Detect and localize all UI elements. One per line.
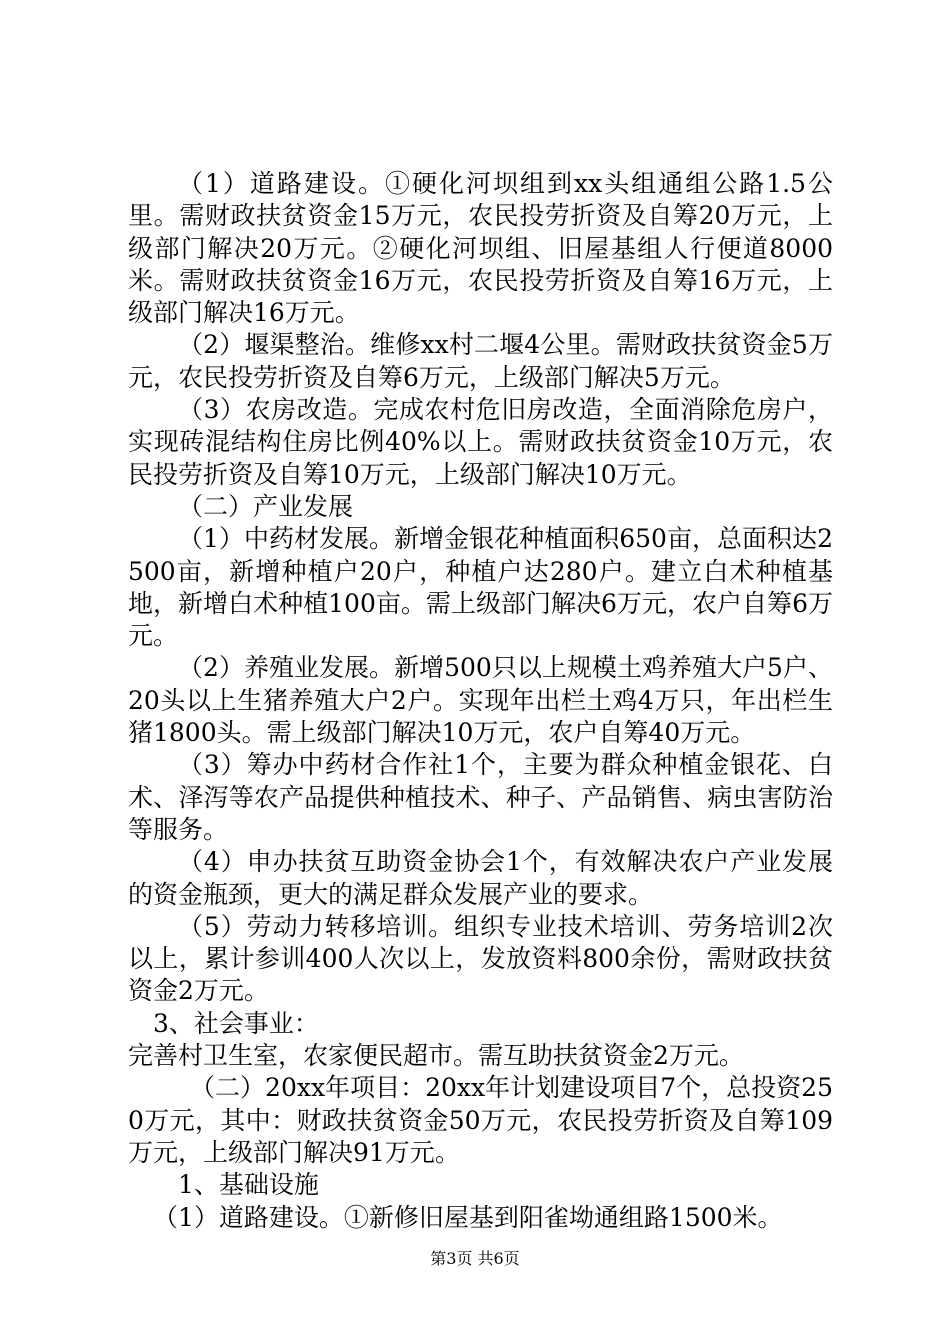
paragraph-housing-renovation: （3）农房改造。完成农村危旧房改造，全面消除危房户，实现砖混结构住房比例40%以上。需财政扶贫资金10万元，农民投劳折资及自筹10万元，上级部门解决10万元。 bbox=[128, 395, 833, 489]
paragraph-mutual-aid-fund: （4）申办扶贫互助资金协会1个，有效解决农户产业发展的资金瓶颈，更大的满足群众发展产业的要求。 bbox=[128, 847, 833, 909]
paragraph-herbal-medicine: （1）中药材发展。新增金银花种植面积650亩，总面积达2500亩，新增种植户20户，种植户达280户。建立白术种植基地，新增白术种植100亩。需上级部门解决6万元，农户自筹6万元。 bbox=[128, 524, 833, 651]
section-heading-infrastructure: 1、基础设施 bbox=[178, 1170, 319, 1200]
paragraph-clinic: 完善村卫生室，农家便民超市。需互助扶贫资金2万元。 bbox=[128, 1041, 744, 1071]
paragraph-annual-projects: （二）20xx年项目：20xx年计划建设项目7个，总投资250万元，其中：财政扶贫资金50万元，农民投劳折资及自筹109万元，上级部门解决91万元。 bbox=[128, 1073, 833, 1167]
paragraph-road-construction: （1）道路建设。①硬化河坝组到xx头组通组公路1.5公里。需财政扶贫资金15万元，农民投劳折资及自筹20万元，上级部门解决20万元。②硬化河坝组、旧屋基组人行便道8000米。需财政扶贫资金16万元，农民投劳折资及自筹16万元，上级部门解决16万元。 bbox=[128, 169, 833, 328]
paragraph-new-road: （1）道路建设。①新修旧屋基到阳雀坳通组路1500米。 bbox=[153, 1202, 783, 1232]
paragraph-canal-repair: （2）堰渠整治。维修xx村二堰4公里。需财政扶贫资金5万元，农民投劳折资及自筹6万元，上级部门解决5万元。 bbox=[128, 330, 833, 392]
paragraph-cooperative: （3）筹办中药材合作社1个，主要为群众种植金银花、白术、泽泻等农产品提供种植技术、种子、产品销售、病虫害防治等服务。 bbox=[128, 750, 833, 844]
section-heading-social: 3、社会事业： bbox=[153, 1008, 319, 1038]
section-heading-industry: （二）产业发展 bbox=[178, 491, 354, 521]
paragraph-livestock: （2）养殖业发展。新增500只以上规模土鸡养殖大户5户、20头以上生猪养殖大户2户。实现年出栏土鸡4万只，年出栏生猪1800头。需上级部门解决10万元，农户自筹40万元。 bbox=[128, 653, 833, 748]
page-number-footer: 第3页 共6页 bbox=[430, 1249, 520, 1268]
document-body bbox=[128, 168, 833, 1234]
paragraph-labor-training: （5）劳动力转移培训。组织专业技术培训、劳务培训2次以上，累计参训400人次以上，发放资料800余份，需财政扶贫资金2万元。 bbox=[128, 911, 833, 1006]
